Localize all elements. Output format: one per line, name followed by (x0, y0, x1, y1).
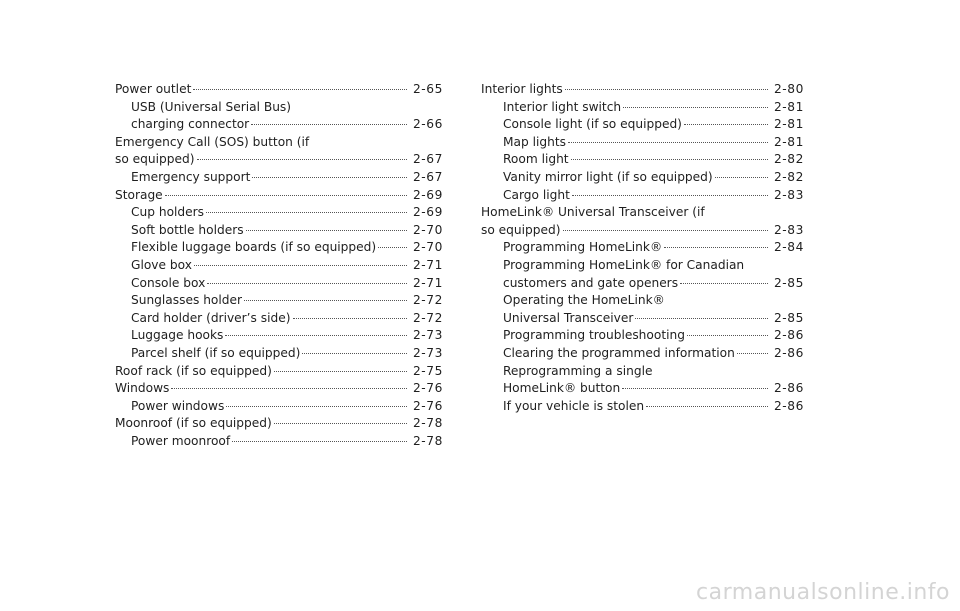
toc-entry-line (131, 169, 443, 187)
toc-entry-line (503, 99, 804, 117)
toc-entry-title: so equipped) (481, 222, 561, 237)
toc-entry-if-your-vehicle-is-stolen[interactable] (481, 398, 804, 416)
toc-page-number: 2-85 (773, 275, 804, 290)
toc-entry-title: HomeLink® button (503, 381, 621, 396)
toc-entry-line (481, 222, 804, 240)
toc-entry-title: Console light (if so equipped) (503, 117, 682, 132)
toc-entry-title: Console box (131, 275, 206, 290)
toc-page-number: 2-83 (773, 222, 804, 237)
toc-entry-line (503, 380, 804, 398)
toc-entry-emergency-support[interactable] (115, 169, 443, 187)
toc-entry-line (503, 116, 804, 134)
toc-entry-line (115, 187, 443, 205)
toc-page-number: 2-67 (412, 169, 443, 184)
toc-page-number: 2-80 (773, 82, 804, 96)
dot-leader (635, 318, 768, 319)
dot-leader (687, 335, 768, 336)
dot-leader (622, 388, 768, 389)
toc-entry-flexible-luggage-boards-if-so-equipped[interactable] (115, 239, 443, 257)
toc-entry-title: Cargo light (503, 187, 570, 202)
toc-entry-line (503, 310, 804, 328)
toc-entry-line (131, 204, 443, 222)
toc-page-number: 2-78 (412, 416, 443, 431)
toc-entry-line (503, 134, 804, 152)
toc-page-number: 2-73 (412, 345, 443, 360)
dot-leader (197, 159, 407, 160)
toc-entry-title-line: HomeLink® Universal Transceiver (if (481, 205, 705, 220)
dot-leader (571, 159, 768, 160)
dot-leader (232, 441, 407, 442)
toc-page-number: 2-82 (773, 152, 804, 167)
toc-page-number: 2-86 (773, 398, 804, 413)
dot-leader (165, 195, 407, 196)
dot-leader (207, 283, 407, 284)
toc-entry-title: Sunglasses holder (131, 293, 243, 308)
toc-page-number: 2-71 (412, 257, 443, 272)
dot-leader (226, 406, 407, 407)
toc-page-number: 2-81 (773, 99, 804, 114)
dot-leader (251, 124, 407, 125)
toc-column-right (481, 81, 804, 415)
dot-leader (623, 107, 768, 108)
toc-entry-clearing-the-programmed-information[interactable] (481, 345, 804, 363)
dot-leader (737, 353, 768, 354)
toc-entry-line (131, 239, 443, 257)
dot-leader (565, 89, 768, 90)
toc-entry-line (503, 275, 804, 293)
toc-page-number: 2-71 (412, 275, 443, 290)
toc-entry-title: Roof rack (if so equipped) (115, 363, 272, 378)
dot-leader (206, 212, 407, 213)
toc-entry-line (131, 292, 443, 310)
toc-entry-cup-holders[interactable] (115, 204, 443, 222)
toc-entry-line (503, 169, 804, 187)
toc-entry-title-line: USB (Universal Serial Bus) (131, 99, 292, 114)
toc-page-number: 2-65 (412, 82, 443, 96)
toc-entry-title: Programming troubleshooting (503, 328, 685, 343)
toc-entry-line (503, 327, 804, 345)
toc-entry-title: Luggage hooks (131, 328, 224, 343)
toc-entry-line (503, 239, 804, 257)
toc-page-number: 2-85 (773, 310, 804, 325)
toc-page-number: 2-75 (412, 363, 443, 378)
toc-entry-programming-homelink[interactable] (481, 239, 804, 257)
toc-entry-title: Power outlet (115, 82, 192, 96)
toc-entry-title: Moonroof (if so equipped) (115, 416, 272, 431)
toc-entry-title: Universal Transceiver (503, 310, 634, 325)
dot-leader (194, 265, 407, 266)
dot-leader (378, 247, 407, 248)
dot-leader (171, 388, 407, 389)
toc-entry-cargo-light[interactable] (481, 187, 804, 205)
toc-entry-title: Emergency support (131, 169, 251, 184)
toc-entry-line (131, 222, 443, 240)
toc-entry-title: Storage (115, 187, 163, 202)
dot-leader (293, 318, 407, 319)
toc-entry-interior-lights[interactable] (481, 81, 804, 99)
toc-entry-line (131, 275, 443, 293)
dot-leader (572, 195, 768, 196)
toc-entry-title: Vanity mirror light (if so equipped) (503, 169, 713, 184)
dot-leader (568, 142, 768, 143)
toc-entry-luggage-hooks[interactable] (115, 327, 443, 345)
dot-leader (715, 177, 768, 178)
toc-column-left (115, 81, 443, 450)
toc-page-number: 2-78 (412, 433, 443, 448)
toc-entry-operating-the-homelink[interactable] (481, 292, 804, 327)
toc-entry-line (115, 81, 443, 99)
dot-leader (193, 89, 407, 90)
toc-page-number: 2-72 (412, 310, 443, 325)
toc-entry-interior-light-switch[interactable] (481, 99, 804, 117)
toc-entry-title: Interior lights (481, 82, 563, 96)
toc-entry-console-box[interactable] (115, 275, 443, 293)
watermark: carmanualsonline.info (696, 580, 950, 605)
toc-entry-title: charging connector (131, 117, 250, 132)
toc-page-number: 2-76 (412, 398, 443, 413)
toc-entry-parcel-shelf-if-so-equipped[interactable] (115, 345, 443, 363)
dot-leader (302, 353, 407, 354)
toc-page-number: 2-66 (412, 117, 443, 132)
toc-entry-line (131, 257, 443, 275)
toc-entry-title: Programming HomeLink® (503, 240, 663, 255)
dot-leader (664, 247, 768, 248)
toc-entry-line (481, 81, 804, 99)
toc-entry-console-light-if-so-equipped[interactable] (481, 116, 804, 134)
dot-leader (563, 230, 768, 231)
toc-entry-glove-box[interactable] (115, 257, 443, 275)
toc-entry-title: Glove box (131, 257, 192, 272)
toc-entry-title: Flexible luggage boards (if so equipped) (131, 240, 377, 255)
toc-entry-title: If your vehicle is stolen (503, 398, 645, 413)
toc-entry-title-line: Operating the HomeLink® (503, 293, 665, 308)
toc-entry-line (131, 310, 443, 328)
toc-entry-title: Soft bottle holders (131, 222, 244, 237)
toc-entry-moonroof-if-so-equipped[interactable] (115, 415, 443, 433)
toc-entry-title: Power windows (131, 398, 225, 413)
toc-page-number: 2-69 (412, 205, 443, 220)
toc-entry-title: Interior light switch (503, 99, 622, 114)
toc-page-number: 2-84 (773, 240, 804, 255)
toc-entry-title: Power moonroof (131, 433, 231, 448)
toc-page-number: 2-81 (773, 117, 804, 132)
toc-entry-sunglasses-holder[interactable] (115, 292, 443, 310)
toc-page-number: 2-86 (773, 381, 804, 396)
toc-entry-line (115, 415, 443, 433)
toc-page-number: 2-72 (412, 293, 443, 308)
toc-entry-title: Windows (115, 381, 170, 396)
toc-entry-power-moonroof[interactable] (115, 433, 443, 451)
toc-entry-line (503, 345, 804, 363)
toc-entry-title-line: Programming HomeLink® for Canadian (503, 257, 745, 272)
toc-entry-title: Clearing the programmed information (503, 345, 735, 360)
toc-entry-title: Cup holders (131, 205, 205, 220)
toc-entry-programming-homelink-for-canadian[interactable] (481, 257, 804, 292)
toc-entry-line (115, 380, 443, 398)
toc-entry-roof-rack-if-so-equipped[interactable] (115, 363, 443, 381)
toc-entry-title: Parcel shelf (if so equipped) (131, 345, 301, 360)
toc-entry-title: customers and gate openers (503, 275, 679, 290)
toc-page-number: 2-86 (773, 345, 804, 360)
dot-leader (244, 300, 407, 301)
toc-page-number: 2-69 (412, 187, 443, 202)
toc-page-number: 2-86 (773, 328, 804, 343)
toc-entry-line (503, 187, 804, 205)
toc-entry-title: Map lights (503, 134, 566, 149)
toc-entry-line (131, 398, 443, 416)
toc-entry-power-outlet[interactable] (115, 81, 443, 99)
toc-entry-line (131, 345, 443, 363)
toc-entry-title: so equipped) (115, 152, 195, 167)
toc-entry-line (503, 151, 804, 169)
dot-leader (274, 371, 407, 372)
toc-entry-line (131, 327, 443, 345)
toc-entry-usb-universal-serial-bus[interactable] (115, 99, 443, 134)
toc-entry-line (131, 433, 443, 451)
toc-entry-homelink-universal-transceiver-if[interactable] (481, 204, 804, 239)
toc-entry-title-line: Reprogramming a single (503, 363, 653, 378)
toc-page-number: 2-82 (773, 169, 804, 184)
toc-page-number: 2-70 (412, 222, 443, 237)
dot-leader (225, 335, 407, 336)
toc-entry-line (115, 151, 443, 169)
toc-page-number: 2-73 (412, 328, 443, 343)
toc-entry-reprogramming-a-single[interactable] (481, 363, 804, 398)
toc-page-number: 2-67 (412, 152, 443, 167)
toc-entry-soft-bottle-holders[interactable] (115, 222, 443, 240)
toc-entry-windows[interactable] (115, 380, 443, 398)
toc-page-number: 2-70 (412, 240, 443, 255)
toc-entry-title: Room light (503, 152, 569, 167)
dot-leader (246, 230, 407, 231)
toc-entry-room-light[interactable] (481, 151, 804, 169)
toc-entry-line (115, 363, 443, 381)
dot-leader (646, 406, 768, 407)
dot-leader (684, 124, 768, 125)
dot-leader (680, 283, 768, 284)
toc-entry-vanity-mirror-light-if-so-equipped[interactable] (481, 169, 804, 187)
toc-entry-line (503, 398, 804, 416)
toc-entry-power-windows[interactable] (115, 398, 443, 416)
toc-entry-programming-troubleshooting[interactable] (481, 327, 804, 345)
dot-leader (274, 423, 407, 424)
toc-entry-storage[interactable] (115, 187, 443, 205)
toc-entry-emergency-call-sos-button-if[interactable] (115, 134, 443, 169)
toc-entry-title: Card holder (driver’s side) (131, 310, 291, 325)
toc-entry-card-holder-driver-s-side[interactable] (115, 310, 443, 328)
toc-page-number: 2-76 (412, 381, 443, 396)
toc-entry-line (131, 116, 443, 134)
toc-page-number: 2-83 (773, 187, 804, 202)
toc-page-number: 2-81 (773, 134, 804, 149)
dot-leader (252, 177, 407, 178)
toc-entry-map-lights[interactable] (481, 134, 804, 152)
toc-entry-title-line: Emergency Call (SOS) button (if (115, 134, 310, 149)
